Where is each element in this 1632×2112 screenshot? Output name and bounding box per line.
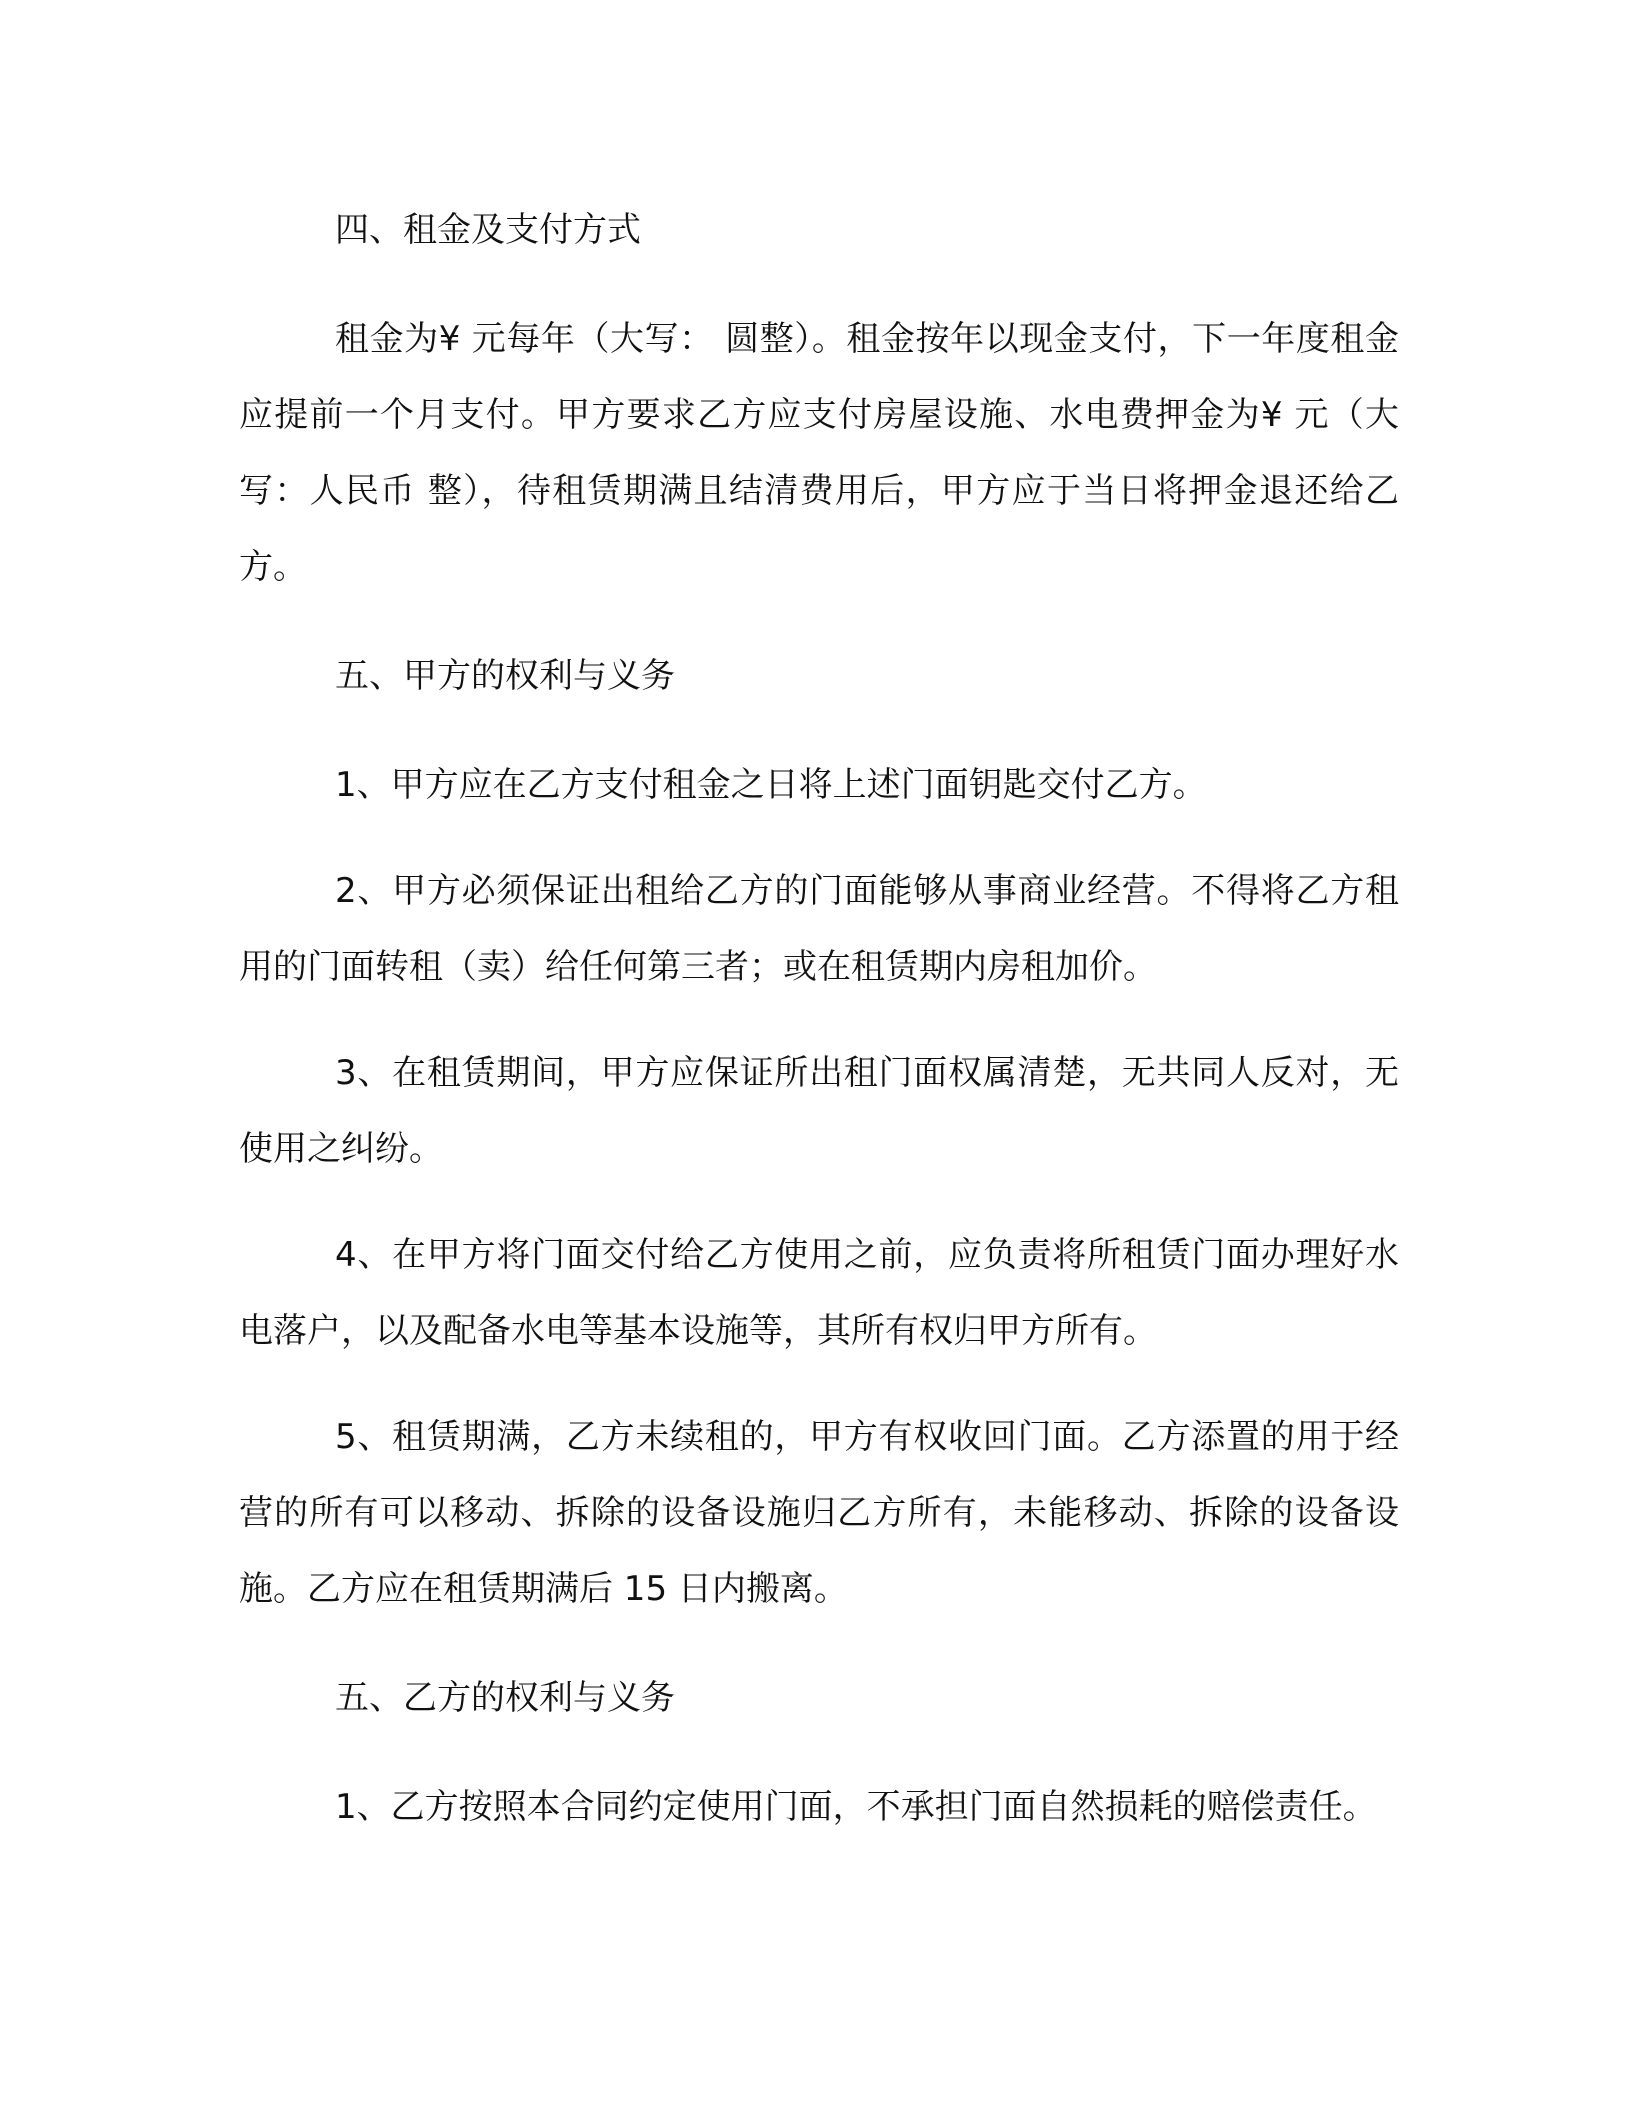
rent-paragraph: 租金为¥ 元每年（大写： 圆整）。租金按年以现金支付，下一年度租金应提前一个月支付。甲方要求乙方应支付房屋设施、水电费押金为¥ 元（大写：人民币 整），待租赁期满且结清费用后，甲方应于当日将押金退还给乙方。 <box>239 319 1399 587</box>
party-a-item-3: 3、在租赁期间，甲方应保证所出租门面权属清楚，无共同人反对，无使用之纠纷。 <box>239 1053 1399 1169</box>
party-a-item-2: 2、甲方必须保证出租给乙方的门面能够从事商业经营。不得将乙方租用的门面转租（卖）给任何第三者；或在租赁期内房租加价。 <box>239 871 1399 987</box>
party-a-item-5: 5、租赁期满，乙方未续租的，甲方有权收回门面。乙方添置的用于经营的所有可以移动、拆除的设备设施归乙方所有，未能移动、拆除的设备设施。乙方应在租赁期满后 15 日内搬离。 <box>239 1417 1399 1609</box>
party-a-item-4: 4、在甲方将门面交付给乙方使用之前，应负责将所租赁门面办理好水电落户，以及配备水电等基本设施等，其所有权归甲方所有。 <box>239 1235 1399 1351</box>
section-heading-party-b: 五、乙方的权利与义务 <box>335 1678 675 1718</box>
section-heading-party-a: 五、甲方的权利与义务 <box>335 656 675 696</box>
party-a-item-1: 1、甲方应在乙方支付租金之日将上述门面钥匙交付乙方。 <box>335 765 1207 805</box>
document-page <box>239 192 1399 1845</box>
section-heading-rent: 四、租金及支付方式 <box>335 210 641 250</box>
party-b-item-1: 1、乙方按照本合同约定使用门面，不承担门面自然损耗的赔偿责任。 <box>335 1787 1377 1827</box>
